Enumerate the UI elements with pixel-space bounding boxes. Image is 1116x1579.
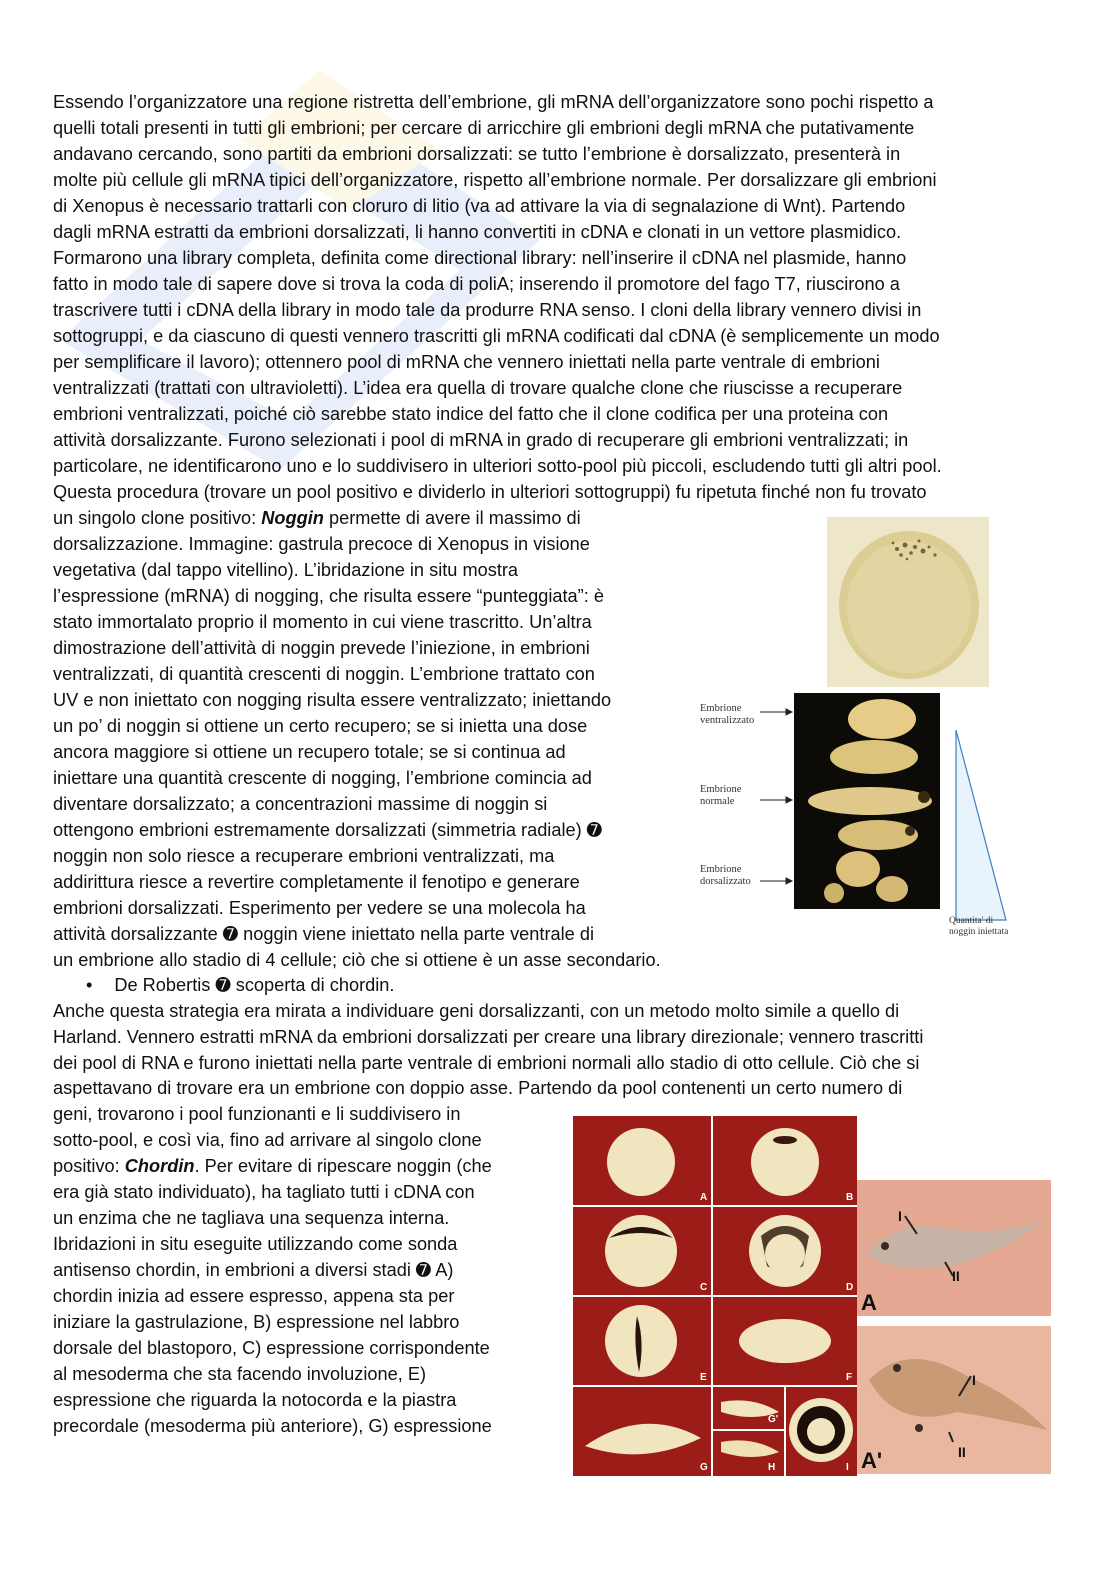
text-line: un enzima che ne tagliava una sequenza interna. bbox=[53, 1208, 450, 1228]
axis-label-secondary: II bbox=[952, 1268, 960, 1284]
text-line: un embrione allo stadio di 4 cellule; ciò che si ottiene è un asse secondario. bbox=[53, 950, 661, 970]
text-line: trascrivere tutti i cDNA della library in modo tale da produrre RNA senso. I cloni della library vennero divisi in bbox=[53, 300, 922, 320]
text-line: quelli totali presenti in tutti gli embrioni; per cercare di arricchire gli embrioni degli mRNA che putativamente bbox=[53, 118, 915, 138]
axis-label-secondary-prime: II bbox=[958, 1444, 966, 1460]
axis-label-primary: I bbox=[898, 1208, 902, 1224]
text-line: antisenso chordin, in embrioni a diversi stadi ➐ A) bbox=[53, 1260, 454, 1280]
text-line: chordin inizia ad essere espresso, appena sta per bbox=[53, 1286, 455, 1306]
text-line: Harland. Vennero estratti mRNA da embrioni dorsalizzati per creare una library direzionale; vennero trascritti bbox=[53, 1026, 924, 1047]
panel-label-g: G bbox=[700, 1462, 708, 1473]
dose-triangle-icon bbox=[952, 728, 1010, 924]
text-line: l’espressione (mRNA) di nogging, che risulta essere “punteggiata”: è bbox=[53, 586, 604, 606]
panel-label-b: B bbox=[846, 1192, 854, 1203]
text-line: embrioni ventralizzati, poiché ciò sarebbe stato indice del fatto che il clone codifica per una proteina con bbox=[53, 404, 889, 424]
text-line: dimostrazione dell’attività di noggin prevede l’iniezione, in embrioni bbox=[53, 638, 590, 658]
text-line: dorsale del blastoporo, C) espressione corrispondente bbox=[53, 1338, 490, 1358]
text-line: un po’ di noggin si ottiene un certo recupero; se si inietta una dose bbox=[53, 716, 588, 736]
text-line: al mesoderma che sta facendo involuzione, E) bbox=[53, 1364, 427, 1384]
text-line: aspettavano di trovare era un embrione con doppio asse. Partendo da pool contenenti un certo numero di bbox=[53, 1078, 903, 1099]
panel-label-c: C bbox=[700, 1282, 708, 1293]
text-line: ottengono embrioni estremamente dorsalizzati (simmetria radiale) ➐ bbox=[53, 820, 602, 840]
chordin-term: Chordin bbox=[124, 1156, 195, 1176]
text-line: ventralizzati (trattati con ultravioletti). L’idea era quella di trovare qualche clone che riuscisse a recuperare bbox=[53, 378, 903, 398]
panel-label-g-prime: G' bbox=[768, 1414, 779, 1425]
text-line: stato immortalato proprio il momento in cui viene trascritto. Un’altra bbox=[53, 612, 592, 632]
text-line: dagli mRNA estratti da embrioni dorsalizzati, li hanno convertiti in cDNA e clonati in un vettore plasmidico. bbox=[53, 222, 902, 242]
text-line: vegetativa (dal tappo vitellino). L’ibridazione in situ mostra bbox=[53, 560, 519, 580]
text-line: noggin non solo riesce a recuperare embrioni ventralizzati, ma bbox=[53, 846, 555, 866]
noggin-term: Noggin bbox=[261, 508, 324, 528]
text-line: dei pool di RNA e furono iniettati nella parte ventrale di embrioni normali allo stadio di otto cellule. Ciò che si bbox=[53, 1052, 920, 1073]
gastrula-insitu-image bbox=[827, 517, 989, 687]
panel-label-f: F bbox=[846, 1372, 853, 1383]
text-line: Questa procedura (trovare un pool positivo e dividerlo in ulteriori sottogruppi) fu ripetuta finché non fu trovato bbox=[53, 482, 927, 502]
text-line: Formarono una library completa, definita come directional library: nell’inserire il cDNA nel plasmide, hanno bbox=[53, 248, 907, 268]
text-line: iniettare una quantità crescente di nogging, l’embrione comincia ad bbox=[53, 768, 592, 788]
chordin-intro-line: positivo: Chordin. Per evitare di ripescare noggin (che bbox=[53, 1156, 492, 1176]
panel-label-d: D bbox=[846, 1282, 854, 1293]
text-line: attività dorsalizzante ➐ noggin viene iniettato nella parte ventrale di bbox=[53, 924, 594, 944]
text-line: iniziare la gastrulazione, B) espressione nel labbro bbox=[53, 1312, 460, 1332]
label-ventralized: Embrione ventralizzato bbox=[700, 703, 755, 726]
text-line: embrioni dorsalizzati. Esperimento per vedere se una molecola ha bbox=[53, 898, 586, 918]
panel-label-i: I bbox=[846, 1462, 849, 1473]
label-normal: Embrione normale bbox=[700, 784, 742, 807]
arrow-icons bbox=[758, 700, 794, 900]
secondary-axis-tadpoles-image bbox=[857, 1180, 1051, 1474]
noggin-dose-embryos-image bbox=[794, 693, 940, 909]
text-line: Ibridazioni in situ eseguite utilizzando come sonda bbox=[53, 1234, 458, 1254]
text-line: sottogruppi, e da ciascuno di questi vennero trascritti gli mRNA codificati dal cDNA (è semplicemente un modo bbox=[53, 326, 940, 346]
noggin-intro-line: un singolo clone positivo: Noggin permette di avere il massimo di bbox=[53, 508, 581, 528]
panel-label-a: A bbox=[700, 1192, 708, 1203]
text-line: molte più cellule gli mRNA tipici dell’organizzatore, rispetto all’embrione normale. Per dorsalizzare gli embrioni bbox=[53, 170, 937, 190]
text-line: fatto in modo tale di sapere dove si trova la coda di poliA; inserendo il promotore del fago T7, riuscirono a bbox=[53, 274, 900, 294]
panel-label-e: E bbox=[700, 1372, 707, 1383]
text-line: diventare dorsalizzato; a concentrazioni massime di noggin si bbox=[53, 794, 548, 814]
text-line: sotto-pool, e così via, fino ad arrivare al singolo clone bbox=[53, 1130, 482, 1150]
text-line: addirittura riesce a revertire completamente il fenotipo e generare bbox=[53, 872, 580, 892]
text-line: Essendo l’organizzatore una regione ristretta dell’embrione, gli mRNA dell’organizzatore sono pochi rispetto a bbox=[53, 92, 934, 112]
text-line: di Xenopus è necessario trattarli con cloruro di litio (va ad attivare la via di segnalazione di Wnt). Partendo bbox=[53, 196, 906, 216]
text-line: andavano cercando, sono partiti da embrioni dorsalizzati: se tutto l’embrione è dorsalizzato, presenterà in bbox=[53, 144, 901, 164]
text-line: UV e non iniettato con nogging risulta essere ventralizzato; iniettando bbox=[53, 690, 612, 710]
text-line: geni, trovarono i pool funzionanti e li suddivisero in bbox=[53, 1104, 461, 1125]
text-line: particolare, ne identificarono uno e lo suddivisero in ulteriori sotto-pool più piccoli, escludendo tutti gli altri pool. bbox=[53, 456, 942, 476]
chordin-insitu-panels-image bbox=[573, 1116, 857, 1476]
text-line: Anche questa strategia era mirata a individuare geni dorsalizzanti, con un metodo molto simile a quello di bbox=[53, 1001, 900, 1021]
label-noggin-quantity: Quantita' di noggin iniettata bbox=[949, 916, 1009, 937]
text-line: ventralizzati, di quantità crescenti di noggin. L’embrione trattato con bbox=[53, 664, 595, 684]
text-line: precordale (mesoderma più anteriore), G) espressione bbox=[53, 1416, 492, 1436]
panel-label-h: H bbox=[768, 1462, 776, 1473]
label-dorsalized: Embrione dorsalizzato bbox=[700, 864, 751, 887]
text-line: dorsalizzazione. Immagine: gastrula precoce di Xenopus in visione bbox=[53, 534, 590, 554]
text-line: per semplificare il lavoro); ottennero pool di mRNA che vennero iniettati nella parte ventrale di embrioni bbox=[53, 352, 880, 372]
tadpole-label-a: A bbox=[861, 1290, 877, 1315]
axis-label-primary-prime: I bbox=[972, 1372, 976, 1388]
text-line: era già stato individuato), ha tagliato tutti i cDNA con bbox=[53, 1182, 475, 1202]
text-line: attività dorsalizzante. Furono selezionati i pool di mRNA in grado di recuperare gli embrioni ventralizzati; in bbox=[53, 430, 909, 450]
tadpole-label-a-prime: A' bbox=[861, 1448, 883, 1473]
text-line: espressione che riguarda la notocorda e la piastra bbox=[53, 1390, 457, 1410]
bullet-item-de-robertis: • De Robertis ➐ scoperta di chordin. bbox=[86, 975, 395, 995]
text-line: ancora maggiore si ottiene un recupero totale; se si continua ad bbox=[53, 742, 566, 762]
